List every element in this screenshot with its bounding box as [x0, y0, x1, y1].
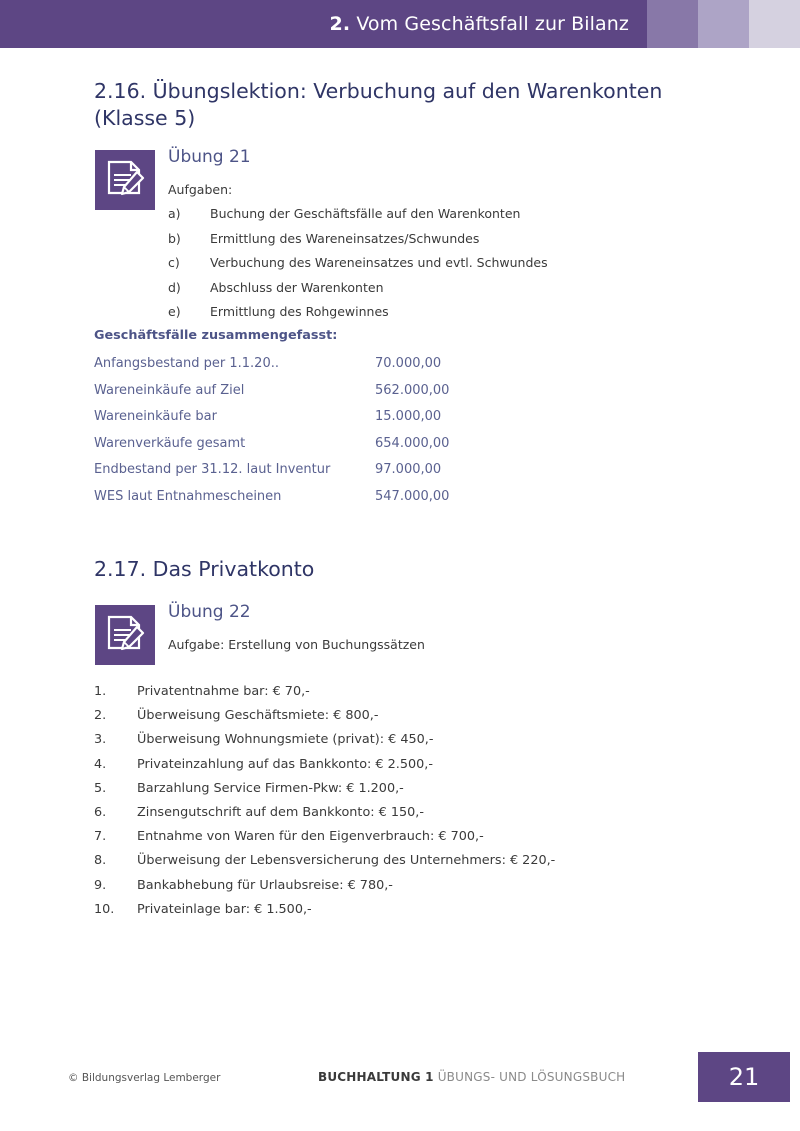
page-header: [0, 0, 800, 48]
list-text: Privatentnahme bar: € 70,-: [137, 684, 310, 699]
table-row: [94, 383, 494, 410]
list-text: Buchung der Geschäftsfälle auf den Warenkonten: [210, 206, 521, 221]
list-text: Ermittlung des Rohgewinnes: [210, 304, 389, 319]
list-text: Abschluss der Warenkonten: [210, 279, 384, 295]
book-title: [318, 1070, 625, 1084]
booking-entry-list: [94, 684, 734, 926]
page-footer: [0, 1052, 800, 1102]
list-item: [168, 206, 728, 231]
list-marker: 2.: [94, 708, 107, 724]
list-text: Überweisung der Lebensversicherung des Unternehmers: € 220,-: [137, 853, 556, 869]
header-color-band-3: [698, 0, 749, 48]
list-marker: 1.: [94, 684, 107, 699]
list-item: [168, 280, 728, 305]
document-pencil-icon: [95, 605, 155, 665]
list-marker: e): [168, 304, 181, 319]
row-value: 654.000,00: [375, 435, 450, 451]
list-text: Überweisung Geschäftsmiete: € 800,-: [137, 708, 379, 724]
list-item: [94, 853, 734, 877]
row-label: Endbestand per 31.12. laut Inventur: [94, 462, 331, 477]
table-row: [94, 409, 494, 436]
chapter-number: 2.: [329, 13, 351, 35]
table-row: [94, 356, 494, 383]
exercise-title-21: Übung 21: [168, 147, 251, 167]
list-text: Zinsengutschrift auf dem Bankkonto: € 150,-: [137, 804, 424, 820]
summary-caption: Geschäftsfälle zusammengefasst:: [94, 328, 338, 343]
table-row: [94, 462, 494, 489]
chapter-title: Vom Geschäftsfall zur Bilanz: [356, 13, 629, 35]
list-text: Privateinzahlung auf das Bankkonto: € 2.500,-: [137, 756, 433, 772]
book-title-strong: BUCHHALTUNG 1: [318, 1070, 434, 1084]
exercise-subtitle-22: Aufgabe: Erstellung von Buchungssätzen: [168, 637, 425, 652]
book-title-rest: ÜBUNGS- UND LÖSUNGSBUCH: [437, 1070, 626, 1084]
list-text: Barzahlung Service Firmen-Pkw: € 1.200,-: [137, 780, 404, 796]
list-marker: 5.: [94, 780, 107, 796]
list-marker: 8.: [94, 853, 107, 869]
row-label: Wareneinkäufe bar: [94, 409, 217, 424]
page-number: 21: [728, 1063, 760, 1091]
row-value: 547.000,00: [375, 488, 450, 504]
section-heading-216: 2.16. Übungslektion: Verbuchung auf den Warenkonten (Klasse 5): [94, 79, 663, 130]
table-row: [94, 489, 494, 516]
page-number-badge: [698, 1052, 790, 1102]
list-marker: 9.: [94, 877, 107, 893]
section-heading-217: 2.17. Das Privatkonto: [94, 557, 315, 581]
list-item: [94, 902, 734, 926]
list-item: [94, 878, 734, 902]
list-marker: 3.: [94, 732, 107, 748]
row-value: 15.000,00: [375, 409, 442, 424]
list-marker: d): [168, 279, 181, 295]
row-value: 97.000,00: [375, 462, 442, 477]
list-item: [94, 684, 734, 708]
header-color-band-2: [647, 0, 698, 48]
list-item: [94, 805, 734, 829]
row-value: 562.000,00: [375, 382, 450, 398]
list-text: Entnahme von Waren für den Eigenverbrauch: € 700,-: [137, 829, 484, 845]
copyright-notice: © Bildungsverlag Lemberger: [68, 1072, 221, 1084]
list-text: Verbuchung des Wareneinsatzes und evtl. Schwundes: [210, 255, 548, 270]
list-marker: c): [168, 255, 180, 270]
exercise-title-22: Übung 22: [168, 602, 251, 622]
list-item: [168, 231, 728, 256]
table-row: [94, 436, 494, 463]
document-pencil-icon: [95, 150, 155, 210]
list-marker: b): [168, 230, 181, 246]
list-item: [94, 781, 734, 805]
list-text: Privateinlage bar: € 1.500,-: [137, 901, 312, 917]
row-label: Warenverkäufe gesamt: [94, 435, 246, 451]
list-item: [94, 829, 734, 853]
list-marker: 4.: [94, 756, 107, 772]
row-value: 70.000,00: [375, 356, 442, 371]
list-marker: 6.: [94, 804, 107, 820]
list-marker: a): [168, 206, 181, 221]
list-marker: 7.: [94, 829, 107, 845]
row-label: Anfangsbestand per 1.1.20..: [94, 356, 279, 371]
list-item: [94, 708, 734, 732]
list-item: [168, 255, 728, 280]
list-text: Überweisung Wohnungsmiete (privat): € 450,-: [137, 732, 434, 748]
list-item: [94, 732, 734, 756]
row-label: Wareneinkäufe auf Ziel: [94, 382, 245, 398]
list-marker: 10.: [94, 901, 115, 917]
header-title-bar: [0, 0, 647, 48]
header-color-band-4: [749, 0, 800, 48]
task-list-21: [168, 206, 728, 329]
list-text: Bankabhebung für Urlaubsreise: € 780,-: [137, 877, 393, 893]
row-label: WES laut Entnahmescheinen: [94, 488, 282, 504]
list-item: [168, 304, 728, 329]
summary-table: [94, 356, 494, 515]
exercise-subtitle-21: Aufgaben:: [168, 182, 233, 197]
list-text: Ermittlung des Wareneinsatzes/Schwundes: [210, 230, 480, 246]
page-title: [330, 13, 629, 35]
list-item: [94, 757, 734, 781]
